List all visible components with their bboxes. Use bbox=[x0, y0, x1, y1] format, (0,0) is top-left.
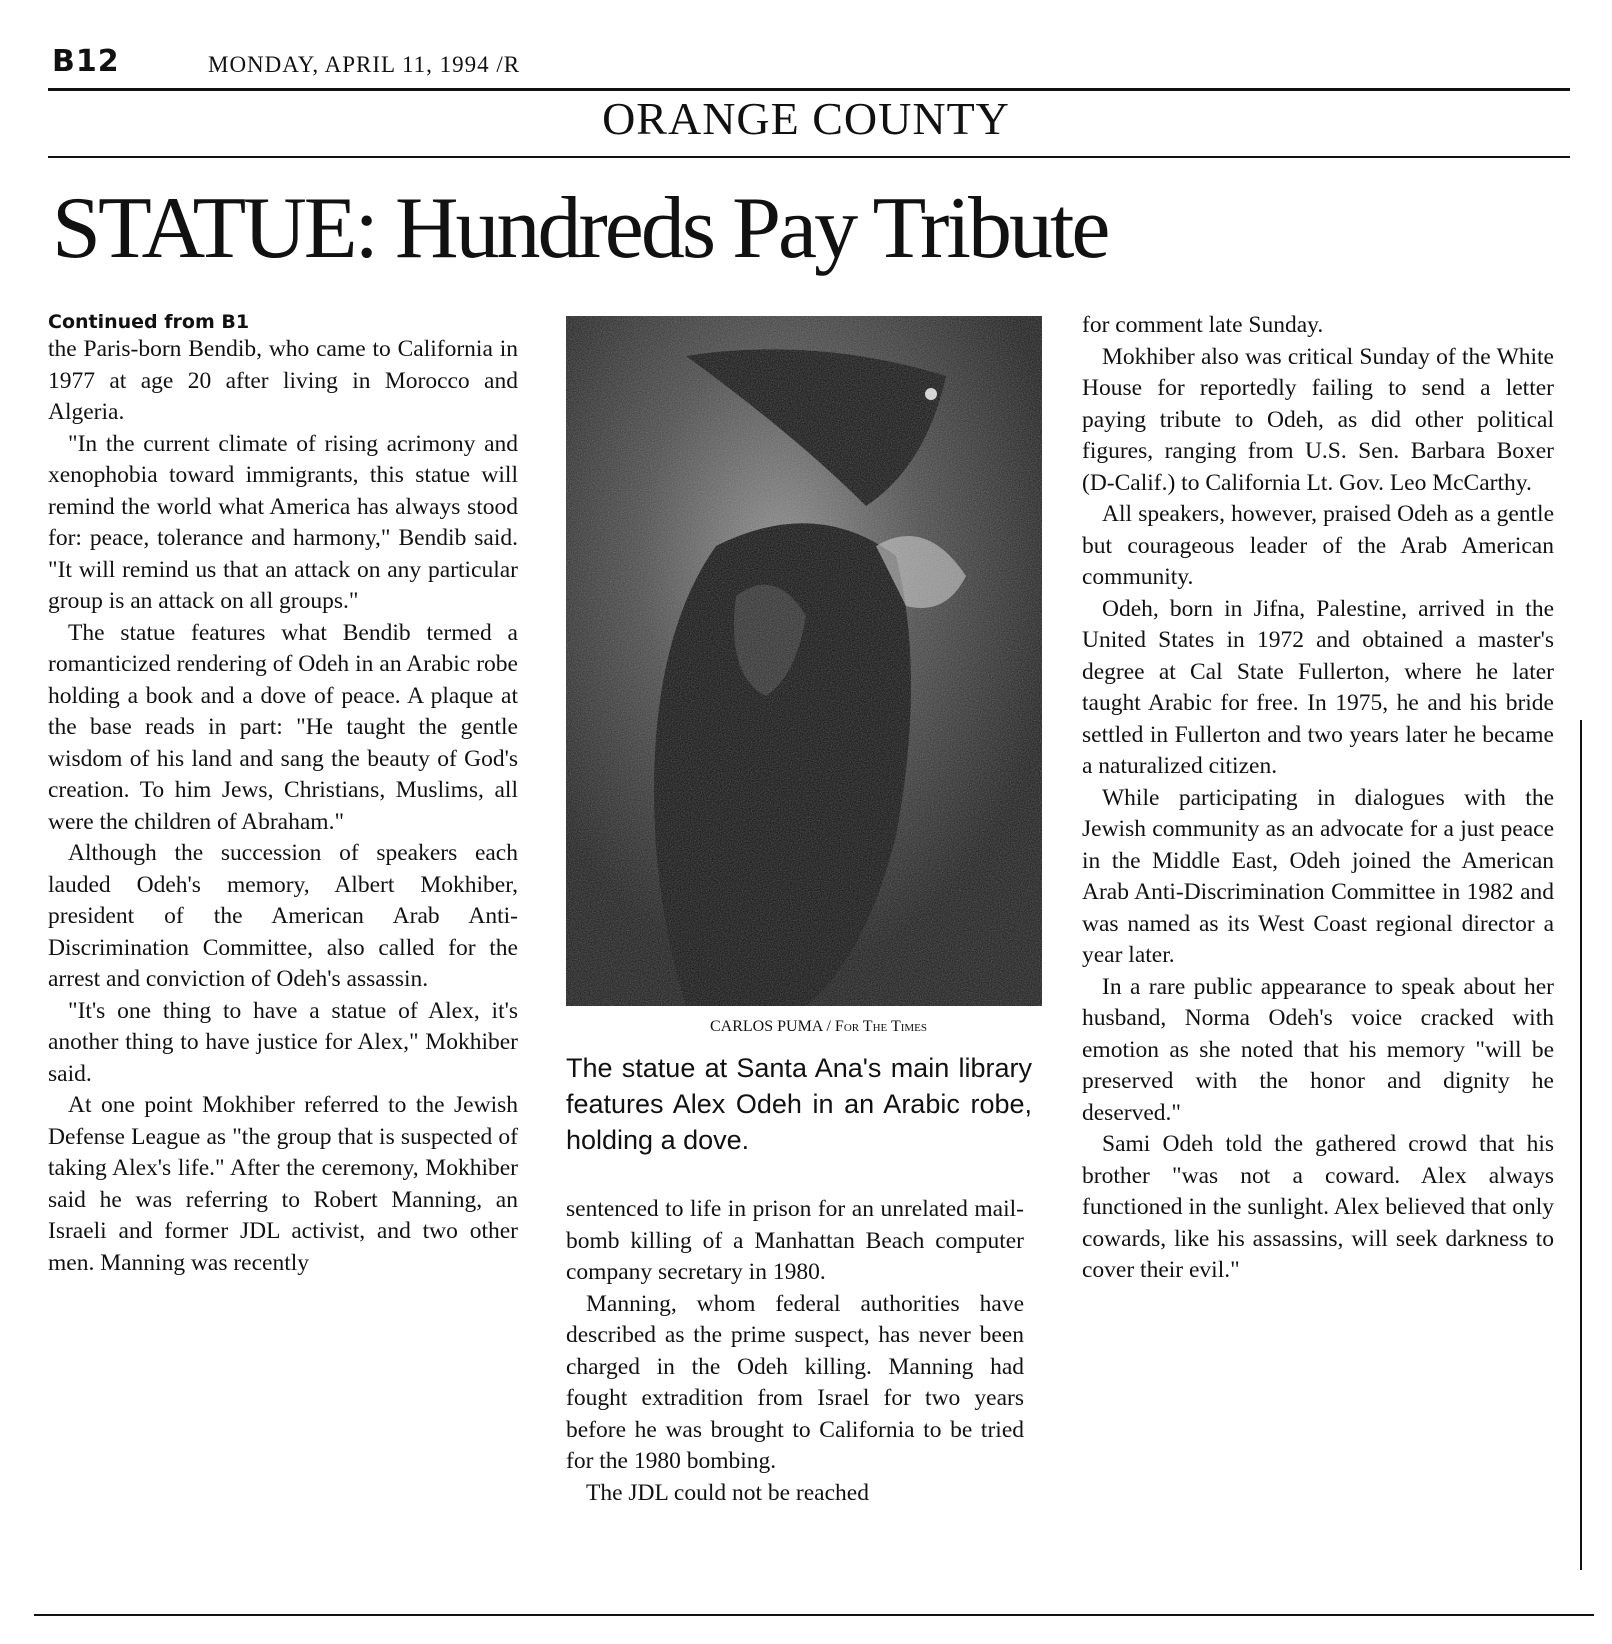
paragraph: sentenced to life in prison for an unrelated mail-bomb killing of a Manhattan Beach computer company secretary in 1980. bbox=[566, 1196, 1024, 1285]
paragraph: the Paris-born Bendib, who came to California in 1977 at age 20 after living in Morocco and Algeria. bbox=[48, 336, 518, 425]
dateline: MONDAY, APRIL 11, 1994 /R bbox=[208, 52, 521, 77]
right-margin-line bbox=[1580, 720, 1582, 1570]
paragraph: All speakers, however, praised Odeh as a gentle but courageous leader of the Arab American community. bbox=[1082, 501, 1554, 590]
statue-photo-image bbox=[566, 316, 1042, 1006]
paragraph: "In the current climate of rising acrimony and xenophobia toward immigrants, this statue will remind the world what America has always stood for: peace, tolerance and harmony," Bendib said. "It will remind us that an attack on any particular group is an attack on all groups." bbox=[48, 430, 518, 614]
paragraph: While participating in dialogues with the Jewish community as an advocate for a just peace in the Middle East, Odeh joined the American Arab Anti-Discrimination Committee in 1982 and was named as its West Coast regional director a year later. bbox=[1082, 784, 1554, 968]
section-rule bbox=[48, 156, 1570, 158]
continued-from-label: Continued from B1 bbox=[48, 311, 250, 333]
masthead bbox=[52, 44, 1572, 88]
paragraph: Although the succession of speakers each lauded Odeh's memory, Albert Mokhiber, president of the American Arab Anti-Discrimination Committee, also called for the arrest and conviction of Odeh's assassin. bbox=[48, 840, 518, 992]
statue-photo bbox=[566, 316, 1042, 1006]
paragraph: Odeh, born in Jifna, Palestine, arrived in the United States in 1972 and obtained a master's degree at Cal State Fullerton, where he later taught Arabic for free. In 1975, he and his bride settled in Fullerton and two years later he became a naturalized citizen. bbox=[1082, 595, 1554, 779]
photo-credit: CARLOS PUMA / For The Times bbox=[710, 1018, 928, 1035]
article-column-2 bbox=[566, 1194, 1024, 1509]
paragraph: The statue features what Bendib termed a romanticized rendering of Odeh in an Arabic robe holding a book and a dove of peace. A plaque at the base reads in part: "He taught the gentle wisdom of his land and sang the beauty of God's creation. To him Jews, Christians, Muslims, all were the children of Abraham." bbox=[48, 619, 518, 835]
masthead-rule bbox=[48, 88, 1570, 91]
paragraph: In a rare public appearance to speak about her husband, Norma Odeh's voice cracked with emotion as she noted that his memory "will be preserved with the honor and dignity he deserved." bbox=[1082, 973, 1554, 1126]
paragraph: Sami Odeh told the gathered crowd that his brother "was not a coward. Alex always functioned in the sunlight. Alex believed that only cowards, like his assassins, will seek darkness to cover their evil." bbox=[1082, 1131, 1554, 1283]
headline: STATUE: Hundreds Pay Tribute bbox=[52, 180, 1108, 277]
article-column-3 bbox=[1082, 310, 1554, 1287]
photo-caption: The statue at Santa Ana's main library features Alex Odeh in an Arabic robe, holding a dove. bbox=[566, 1053, 1032, 1155]
section-title: ORANGE COUNTY bbox=[602, 93, 1010, 144]
paragraph: "It's one thing to have a statue of Alex, it's another thing to have justice for Alex," Mokhiber said. bbox=[48, 997, 518, 1087]
paragraph: Manning, whom federal authorities have described as the prime suspect, has never been charged in the Odeh killing. Manning had fought extradition from Israel for two years before he was brought to California to be tried for the 1980 bombing. bbox=[566, 1290, 1024, 1474]
bottom-rule bbox=[34, 1614, 1594, 1616]
paragraph: At one point Mokhiber referred to the Jewish Defense League as "the group that is suspected of taking Alex's life." After the ceremony, Mokhiber said he was referring to Robert Manning, an Israeli and former JDL activist, and two other men. Manning was recently bbox=[48, 1092, 518, 1276]
paragraph: The JDL could not be reached bbox=[586, 1479, 869, 1506]
article-column-1 bbox=[48, 310, 518, 1279]
paragraph: Mokhiber also was critical Sunday of the White House for reportedly failing to send a letter paying tribute to Odeh, as did other political figures, ranging from U.S. Sen. Barbara Boxer (D-Calif.) to California Lt. Gov. Leo McCarthy. bbox=[1082, 343, 1554, 496]
page-number: B12 bbox=[52, 44, 120, 79]
paragraph: for comment late Sunday. bbox=[1082, 312, 1324, 338]
